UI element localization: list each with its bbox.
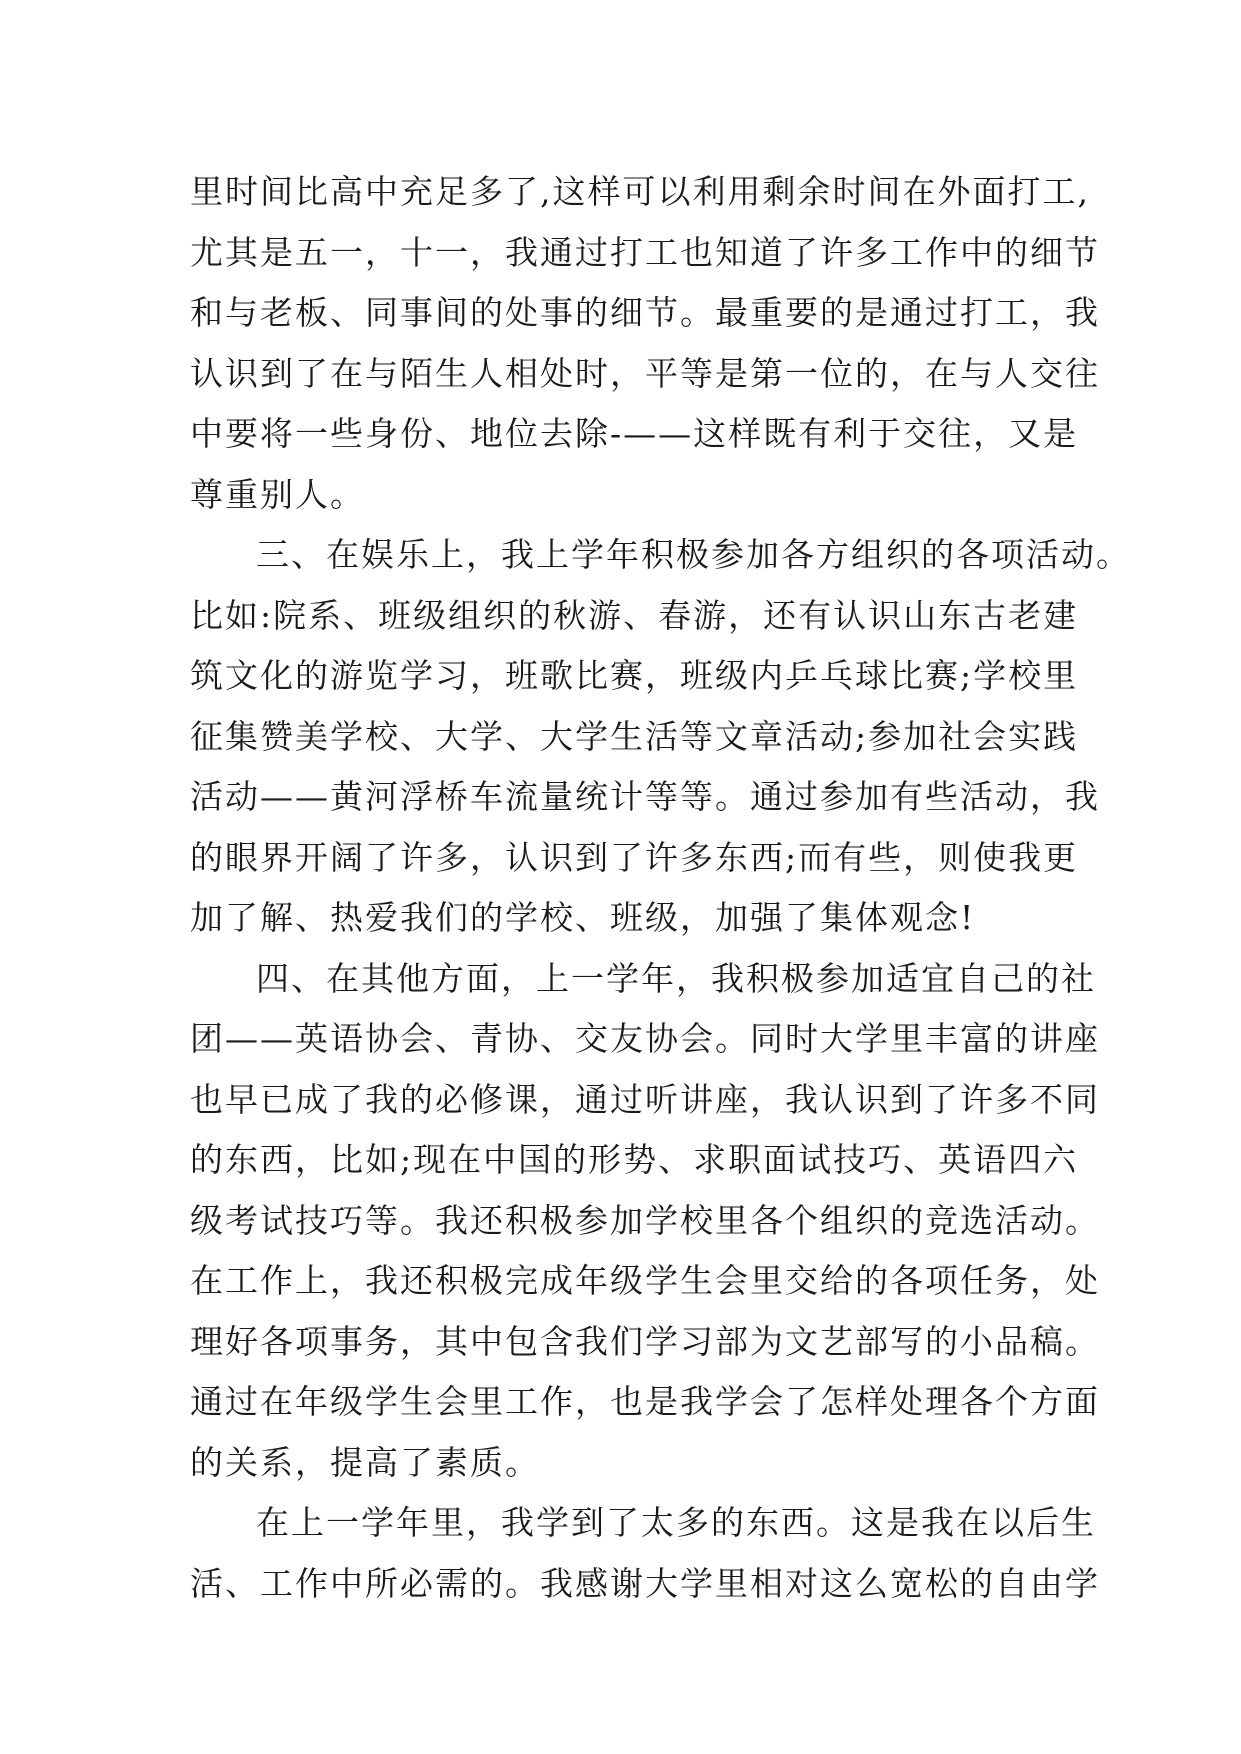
text-line: 通过在年级学生会里工作，也是我学会了怎样处理各个方面 [190, 1382, 1100, 1421]
paragraph-start-line: 在上一学年里，我学到了太多的东西。这是我在以后生 [256, 1503, 1096, 1542]
text-line: 的关系，提高了素质。 [190, 1442, 540, 1482]
text-line: 理好各项事务，其中包含我们学习部为文艺部写的小品稿。 [190, 1321, 1100, 1361]
paragraph-start-line: 三、在娱乐上，我上学年积极参加各方组织的各项活动。 [256, 535, 1131, 574]
text-line: 也早已成了我的必修课，通过听讲座，我认识到了许多不同 [190, 1079, 1100, 1119]
text-line: 和与老板、同事间的处事的细节。最重要的是通过打工，我 [190, 293, 1100, 332]
text-line: 征集赞美学校、大学、大学生活等文章活动;参加社会实践 [190, 716, 1079, 756]
text-line: 的眼界开阔了许多，认识到了许多东西;而有些，则使我更 [190, 837, 1079, 877]
document-body [190, 162, 1131, 1614]
text-line: 的东西，比如;现在中国的形势、求职面试技巧、英语四六 [190, 1140, 1079, 1179]
text-line: 尤其是五一，十一，我通过打工也知道了许多工作中的细节 [190, 232, 1100, 272]
text-line: 级考试技巧等。我还积极参加学校里各个组织的竞选活动。 [190, 1200, 1100, 1240]
paragraph-start-line: 四、在其他方面，上一学年，我积极参加适宜自己的社 [256, 958, 1096, 998]
text-line: 尊重别人。 [190, 474, 365, 514]
text-line: 中要将一些身份、地位去除-——这样既有利于交往，又是 [190, 414, 1079, 453]
text-line: 认识到了在与陌生人相处时，平等是第一位的，在与人交往 [190, 353, 1100, 393]
text-line: 里时间比高中充足多了,这样可以利用剩余时间在外面打工, [190, 172, 1090, 211]
text-line: 活、工作中所必需的。我感谢大学里相对这么宽松的自由学 [190, 1563, 1100, 1603]
text-line: 比如:院系、班级组织的秋游、春游，还有认识山东古老建 [190, 595, 1079, 635]
text-line: 加了解、热爱我们的学校、班级，加强了集体观念! [190, 898, 976, 937]
text-line: 筑文化的游览学习，班歌比赛，班级内乒乓球比赛;学校里 [190, 656, 1079, 695]
text-line: 团——英语协会、青协、交友协会。同时大学里丰富的讲座 [190, 1019, 1100, 1058]
text-line: 在工作上，我还积极完成年级学生会里交给的各项任务，处 [190, 1261, 1100, 1300]
text-line: 活动——黄河浮桥车流量统计等等。通过参加有些活动，我 [190, 777, 1100, 816]
